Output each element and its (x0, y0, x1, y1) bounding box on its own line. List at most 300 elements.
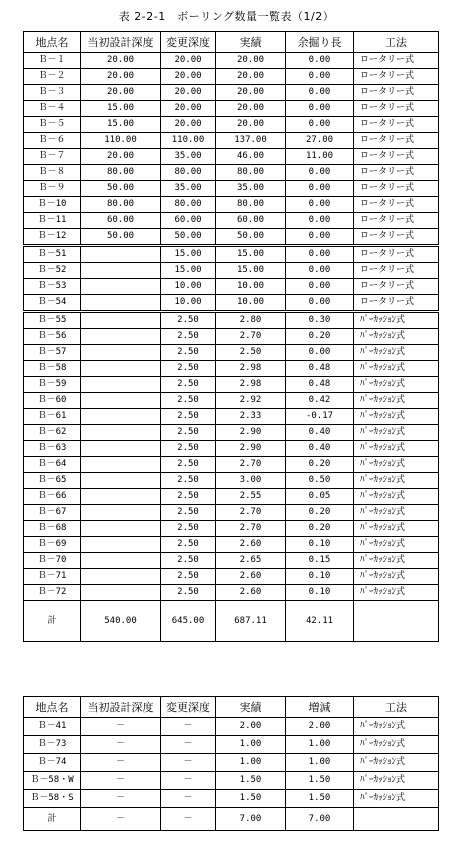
table-row (24, 85, 439, 101)
table-row (24, 213, 439, 229)
table-row (24, 473, 439, 489)
table-row (24, 149, 439, 165)
cell-changed-depth: － (161, 736, 216, 754)
cell-actual: 1.00 (216, 736, 286, 754)
cell-changed-depth: 15.00 (161, 263, 216, 279)
cell-point-name: Ｂ－66 (24, 489, 81, 505)
table-header-row (24, 32, 439, 53)
cell-point-name: Ｂ－58・S (24, 790, 81, 808)
cell-point-name: Ｂ－72 (24, 585, 81, 601)
cell-point-name: Ｂ－68 (24, 521, 81, 537)
table-row (24, 263, 439, 279)
table-row (24, 790, 439, 808)
total-cell: 42.11 (286, 601, 354, 642)
cell-point-name: Ｂ－74 (24, 754, 81, 772)
header-increase-decrease: 増減 (286, 697, 354, 718)
table-row (24, 377, 439, 393)
cell-point-name: Ｂ－３ (24, 85, 81, 101)
cell-actual: 2.60 (216, 537, 286, 553)
cell-extra: 0.00 (286, 213, 354, 229)
cell-extra: 0.40 (286, 425, 354, 441)
table-header-row (24, 697, 439, 718)
header-point-name: 地点名 (24, 697, 81, 718)
cell-actual: 2.00 (216, 718, 286, 736)
total-cell: 687.11 (216, 601, 286, 642)
cell-point-name: Ｂ－58・W (24, 772, 81, 790)
cell-method: ﾊﾟｰｶｯｼｮﾝ式 (354, 569, 439, 585)
cell-changed-depth: 2.50 (161, 425, 216, 441)
cell-changed-depth: 50.00 (161, 229, 216, 246)
total-cell: － (81, 808, 161, 831)
cell-initial-depth (81, 505, 161, 521)
cell-extra: 1.00 (286, 754, 354, 772)
cell-point-name: Ｂ－64 (24, 457, 81, 473)
cell-method: ﾊﾟｰｶｯｼｮﾝ式 (354, 736, 439, 754)
cell-method: ﾊﾟｰｶｯｼｮﾝ式 (354, 718, 439, 736)
table-row (24, 295, 439, 312)
cell-method: ロータリー式 (354, 213, 439, 229)
cell-method: ロータリー式 (354, 133, 439, 149)
table-row (24, 754, 439, 772)
cell-point-name: Ｂ－６ (24, 133, 81, 149)
cell-point-name: Ｂ－63 (24, 441, 81, 457)
cell-changed-depth: 20.00 (161, 69, 216, 85)
cell-extra: 0.00 (286, 279, 354, 295)
cell-initial-depth (81, 377, 161, 393)
cell-changed-depth: － (161, 772, 216, 790)
cell-initial-depth: 80.00 (81, 165, 161, 181)
cell-extra: 1.50 (286, 790, 354, 808)
cell-point-name: Ｂ－70 (24, 553, 81, 569)
cell-actual: 2.65 (216, 553, 286, 569)
cell-changed-depth: 35.00 (161, 181, 216, 197)
cell-changed-depth: 20.00 (161, 53, 216, 69)
total-label: 計 (24, 808, 81, 831)
cell-point-name: Ｂ－59 (24, 377, 81, 393)
cell-initial-depth: 60.00 (81, 213, 161, 229)
cell-method: ロータリー式 (354, 85, 439, 101)
cell-initial-depth (81, 246, 161, 263)
table-row (24, 409, 439, 425)
cell-initial-depth: 20.00 (81, 53, 161, 69)
cell-initial-depth (81, 312, 161, 329)
header-initial-depth: 当初設計深度 (81, 697, 161, 718)
cell-actual: 10.00 (216, 295, 286, 312)
cell-changed-depth: 2.50 (161, 489, 216, 505)
cell-point-name: Ｂ－７ (24, 149, 81, 165)
cell-method: ロータリー式 (354, 101, 439, 117)
cell-point-name: Ｂ－53 (24, 279, 81, 295)
cell-extra: 0.00 (286, 53, 354, 69)
cell-actual: 2.70 (216, 457, 286, 473)
total-cell: 7.00 (216, 808, 286, 831)
cell-method: ロータリー式 (354, 149, 439, 165)
cell-actual: 2.60 (216, 585, 286, 601)
cell-actual: 46.00 (216, 149, 286, 165)
cell-actual: 2.80 (216, 312, 286, 329)
table-row (24, 585, 439, 601)
cell-point-name: Ｂ－１ (24, 53, 81, 69)
total-cell: － (161, 808, 216, 831)
cell-changed-depth: － (161, 754, 216, 772)
cell-changed-depth: 2.50 (161, 312, 216, 329)
cell-initial-depth (81, 585, 161, 601)
cell-initial-depth (81, 295, 161, 312)
cell-method: ﾊﾟｰｶｯｼｮﾝ式 (354, 553, 439, 569)
cell-point-name: Ｂ－12 (24, 229, 81, 246)
cell-changed-depth: 2.50 (161, 553, 216, 569)
table-row (24, 279, 439, 295)
cell-point-name: Ｂ－５ (24, 117, 81, 133)
total-cell: 540.00 (81, 601, 161, 642)
cell-actual: 20.00 (216, 69, 286, 85)
cell-initial-depth (81, 441, 161, 457)
table-row (24, 569, 439, 585)
cell-changed-depth: 10.00 (161, 279, 216, 295)
cell-method: ﾊﾟｰｶｯｼｮﾝ式 (354, 489, 439, 505)
cell-actual: 2.90 (216, 441, 286, 457)
cell-point-name: Ｂ－41 (24, 718, 81, 736)
cell-initial-depth (81, 537, 161, 553)
cell-method: ﾊﾟｰｶｯｼｮﾝ式 (354, 505, 439, 521)
cell-actual: 2.70 (216, 505, 286, 521)
cell-method: ﾊﾟｰｶｯｼｮﾝ式 (354, 790, 439, 808)
cell-method: ﾊﾟｰｶｯｼｮﾝ式 (354, 425, 439, 441)
cell-actual: 2.50 (216, 345, 286, 361)
cell-extra: 0.00 (286, 345, 354, 361)
cell-method: ﾊﾟｰｶｯｼｮﾝ式 (354, 772, 439, 790)
cell-initial-depth (81, 393, 161, 409)
cell-point-name: Ｂ－71 (24, 569, 81, 585)
table-row (24, 133, 439, 149)
cell-method: ロータリー式 (354, 117, 439, 133)
cell-changed-depth: 2.50 (161, 361, 216, 377)
cell-actual: 2.92 (216, 393, 286, 409)
cell-extra: 27.00 (286, 133, 354, 149)
cell-point-name: Ｂ－62 (24, 425, 81, 441)
cell-extra: -0.17 (286, 409, 354, 425)
cell-initial-depth: 20.00 (81, 85, 161, 101)
cell-changed-depth: 2.50 (161, 393, 216, 409)
table-row (24, 718, 439, 736)
cell-method: ﾊﾟｰｶｯｼｮﾝ式 (354, 457, 439, 473)
cell-extra: 0.00 (286, 181, 354, 197)
cell-point-name: Ｂ－65 (24, 473, 81, 489)
cell-point-name: Ｂ－56 (24, 329, 81, 345)
cell-method: ロータリー式 (354, 295, 439, 312)
cell-extra: 1.50 (286, 772, 354, 790)
cell-point-name: Ｂ－55 (24, 312, 81, 329)
table-row (24, 393, 439, 409)
table-row (24, 537, 439, 553)
cell-actual: 80.00 (216, 165, 286, 181)
cell-method: ﾊﾟｰｶｯｼｮﾝ式 (354, 473, 439, 489)
table-row (24, 457, 439, 473)
table-row (24, 553, 439, 569)
cell-method: ﾊﾟｰｶｯｼｮﾝ式 (354, 377, 439, 393)
cell-extra: 0.10 (286, 537, 354, 553)
cell-changed-depth: 2.50 (161, 585, 216, 601)
additional-boring-table (23, 696, 439, 831)
cell-extra: 0.20 (286, 329, 354, 345)
table-row (24, 489, 439, 505)
cell-point-name: Ｂ－69 (24, 537, 81, 553)
header-changed-depth: 変更深度 (161, 32, 216, 53)
cell-extra: 0.00 (286, 246, 354, 263)
cell-extra: 0.00 (286, 85, 354, 101)
cell-extra: 0.00 (286, 117, 354, 133)
cell-changed-depth: 2.50 (161, 345, 216, 361)
cell-method: ﾊﾟｰｶｯｼｮﾝ式 (354, 537, 439, 553)
table-row (24, 181, 439, 197)
cell-initial-depth: － (81, 772, 161, 790)
cell-changed-depth: 2.50 (161, 329, 216, 345)
cell-initial-depth (81, 345, 161, 361)
cell-point-name: Ｂ－73 (24, 736, 81, 754)
cell-method: ﾊﾟｰｶｯｼｮﾝ式 (354, 585, 439, 601)
cell-actual: 2.98 (216, 377, 286, 393)
cell-actual: 20.00 (216, 85, 286, 101)
cell-actual: 2.55 (216, 489, 286, 505)
cell-actual: 2.70 (216, 521, 286, 537)
cell-actual: 80.00 (216, 197, 286, 213)
cell-changed-depth: 60.00 (161, 213, 216, 229)
cell-actual: 2.98 (216, 361, 286, 377)
cell-initial-depth (81, 329, 161, 345)
cell-method: ロータリー式 (354, 279, 439, 295)
cell-actual: 15.00 (216, 246, 286, 263)
cell-actual: 2.60 (216, 569, 286, 585)
cell-initial-depth: 80.00 (81, 197, 161, 213)
table-row (24, 229, 439, 246)
cell-actual: 1.50 (216, 790, 286, 808)
cell-point-name: Ｂ－67 (24, 505, 81, 521)
cell-extra: 0.20 (286, 505, 354, 521)
cell-changed-depth: 2.50 (161, 409, 216, 425)
cell-method: ﾊﾟｰｶｯｼｮﾝ式 (354, 441, 439, 457)
cell-method: ﾊﾟｰｶｯｼｮﾝ式 (354, 345, 439, 361)
cell-initial-depth (81, 489, 161, 505)
table-row (24, 521, 439, 537)
cell-initial-depth: 15.00 (81, 101, 161, 117)
cell-extra: 0.10 (286, 569, 354, 585)
cell-initial-depth (81, 521, 161, 537)
header-actual: 実績 (216, 697, 286, 718)
table-row (24, 165, 439, 181)
cell-method: ロータリー式 (354, 229, 439, 246)
cell-extra: 0.00 (286, 101, 354, 117)
cell-method: ﾊﾟｰｶｯｼｮﾝ式 (354, 409, 439, 425)
cell-actual: 20.00 (216, 117, 286, 133)
cell-initial-depth: 110.00 (81, 133, 161, 149)
cell-changed-depth: 2.50 (161, 473, 216, 489)
cell-initial-depth (81, 409, 161, 425)
total-cell (354, 601, 439, 642)
cell-changed-depth: 80.00 (161, 197, 216, 213)
cell-method: ﾊﾟｰｶｯｼｮﾝ式 (354, 312, 439, 329)
cell-changed-depth: － (161, 718, 216, 736)
cell-actual: 3.00 (216, 473, 286, 489)
cell-changed-depth: 2.50 (161, 569, 216, 585)
cell-changed-depth: 35.00 (161, 149, 216, 165)
cell-extra: 0.00 (286, 165, 354, 181)
cell-initial-depth (81, 279, 161, 295)
total-cell (354, 808, 439, 831)
table-row (24, 246, 439, 263)
cell-extra: 0.10 (286, 585, 354, 601)
cell-method: ロータリー式 (354, 197, 439, 213)
cell-method: ﾊﾟｰｶｯｼｮﾝ式 (354, 393, 439, 409)
table-row (24, 197, 439, 213)
table-body (24, 53, 439, 642)
cell-point-name: Ｂ－60 (24, 393, 81, 409)
table-row (24, 441, 439, 457)
table-row (24, 361, 439, 377)
cell-initial-depth: 50.00 (81, 229, 161, 246)
cell-point-name: Ｂ－51 (24, 246, 81, 263)
cell-changed-depth: 15.00 (161, 246, 216, 263)
total-row (24, 601, 439, 642)
cell-point-name: Ｂ－54 (24, 295, 81, 312)
cell-initial-depth: － (81, 736, 161, 754)
cell-extra: 0.00 (286, 69, 354, 85)
table-row (24, 117, 439, 133)
cell-extra: 11.00 (286, 149, 354, 165)
cell-point-name: Ｂ－52 (24, 263, 81, 279)
cell-initial-depth: 20.00 (81, 149, 161, 165)
cell-extra: 0.48 (286, 377, 354, 393)
table-row (24, 312, 439, 329)
cell-changed-depth: 20.00 (161, 117, 216, 133)
table-row (24, 329, 439, 345)
cell-method: ロータリー式 (354, 53, 439, 69)
header-changed-depth: 変更深度 (161, 697, 216, 718)
cell-initial-depth (81, 553, 161, 569)
cell-method: ロータリー式 (354, 246, 439, 263)
cell-changed-depth: 20.00 (161, 85, 216, 101)
cell-extra: 0.00 (286, 197, 354, 213)
cell-extra: 0.40 (286, 441, 354, 457)
cell-changed-depth: 2.50 (161, 457, 216, 473)
cell-point-name: Ｂ－61 (24, 409, 81, 425)
cell-method: ﾊﾟｰｶｯｼｮﾝ式 (354, 329, 439, 345)
total-row (24, 808, 439, 831)
cell-initial-depth: － (81, 754, 161, 772)
cell-point-name: Ｂ－10 (24, 197, 81, 213)
cell-extra: 0.48 (286, 361, 354, 377)
cell-changed-depth: 20.00 (161, 101, 216, 117)
cell-changed-depth: 2.50 (161, 521, 216, 537)
table-row (24, 345, 439, 361)
cell-method: ﾊﾟｰｶｯｼｮﾝ式 (354, 361, 439, 377)
cell-extra: 0.00 (286, 229, 354, 246)
cell-actual: 50.00 (216, 229, 286, 246)
cell-method: ロータリー式 (354, 181, 439, 197)
cell-changed-depth: － (161, 790, 216, 808)
header-method: 工法 (354, 32, 439, 53)
cell-extra: 0.05 (286, 489, 354, 505)
cell-extra: 0.30 (286, 312, 354, 329)
cell-initial-depth: － (81, 718, 161, 736)
cell-actual: 1.00 (216, 754, 286, 772)
header-method: 工法 (354, 697, 439, 718)
cell-actual: 60.00 (216, 213, 286, 229)
cell-extra: 0.00 (286, 295, 354, 312)
table-row (24, 425, 439, 441)
cell-point-name: Ｂ－９ (24, 181, 81, 197)
cell-actual: 20.00 (216, 53, 286, 69)
cell-point-name: Ｂ－８ (24, 165, 81, 181)
cell-extra: 1.00 (286, 736, 354, 754)
cell-initial-depth (81, 361, 161, 377)
header-extra-length: 余掘り長 (286, 32, 354, 53)
header-point-name: 地点名 (24, 32, 81, 53)
cell-actual: 10.00 (216, 279, 286, 295)
table-row (24, 101, 439, 117)
cell-actual: 2.90 (216, 425, 286, 441)
cell-changed-depth: 2.50 (161, 537, 216, 553)
cell-changed-depth: 2.50 (161, 505, 216, 521)
cell-method: ロータリー式 (354, 69, 439, 85)
cell-actual: 1.50 (216, 772, 286, 790)
header-initial-depth: 当初設計深度 (81, 32, 161, 53)
cell-extra: 0.00 (286, 263, 354, 279)
boring-quantity-table (23, 31, 439, 642)
cell-initial-depth: 20.00 (81, 69, 161, 85)
cell-extra: 0.20 (286, 521, 354, 537)
cell-method: ﾊﾟｰｶｯｼｮﾝ式 (354, 754, 439, 772)
table-row (24, 69, 439, 85)
cell-initial-depth: 15.00 (81, 117, 161, 133)
table-row (24, 505, 439, 521)
cell-actual: 15.00 (216, 263, 286, 279)
cell-actual: 2.70 (216, 329, 286, 345)
cell-initial-depth (81, 473, 161, 489)
cell-extra: 0.20 (286, 457, 354, 473)
cell-extra: 0.15 (286, 553, 354, 569)
cell-method: ﾊﾟｰｶｯｼｮﾝ式 (354, 521, 439, 537)
cell-initial-depth (81, 569, 161, 585)
cell-extra: 2.00 (286, 718, 354, 736)
table-row (24, 53, 439, 69)
cell-actual: 137.00 (216, 133, 286, 149)
cell-actual: 2.33 (216, 409, 286, 425)
cell-actual: 20.00 (216, 101, 286, 117)
cell-initial-depth: － (81, 790, 161, 808)
total-cell: 645.00 (161, 601, 216, 642)
cell-initial-depth (81, 457, 161, 473)
cell-point-name: Ｂ－58 (24, 361, 81, 377)
total-cell: 7.00 (286, 808, 354, 831)
cell-changed-depth: 2.50 (161, 377, 216, 393)
cell-extra: 0.50 (286, 473, 354, 489)
cell-point-name: Ｂ－57 (24, 345, 81, 361)
cell-initial-depth (81, 425, 161, 441)
cell-changed-depth: 2.50 (161, 441, 216, 457)
cell-changed-depth: 80.00 (161, 165, 216, 181)
cell-extra: 0.42 (286, 393, 354, 409)
table-row (24, 736, 439, 754)
table-body (24, 718, 439, 831)
cell-actual: 35.00 (216, 181, 286, 197)
table-row (24, 772, 439, 790)
cell-method: ロータリー式 (354, 165, 439, 181)
table-title: 表 2-2-1 ボーリング数量一覧表（1/2） (118, 10, 335, 23)
cell-changed-depth: 110.00 (161, 133, 216, 149)
cell-initial-depth: 50.00 (81, 181, 161, 197)
cell-initial-depth (81, 263, 161, 279)
total-label: 計 (24, 601, 81, 642)
